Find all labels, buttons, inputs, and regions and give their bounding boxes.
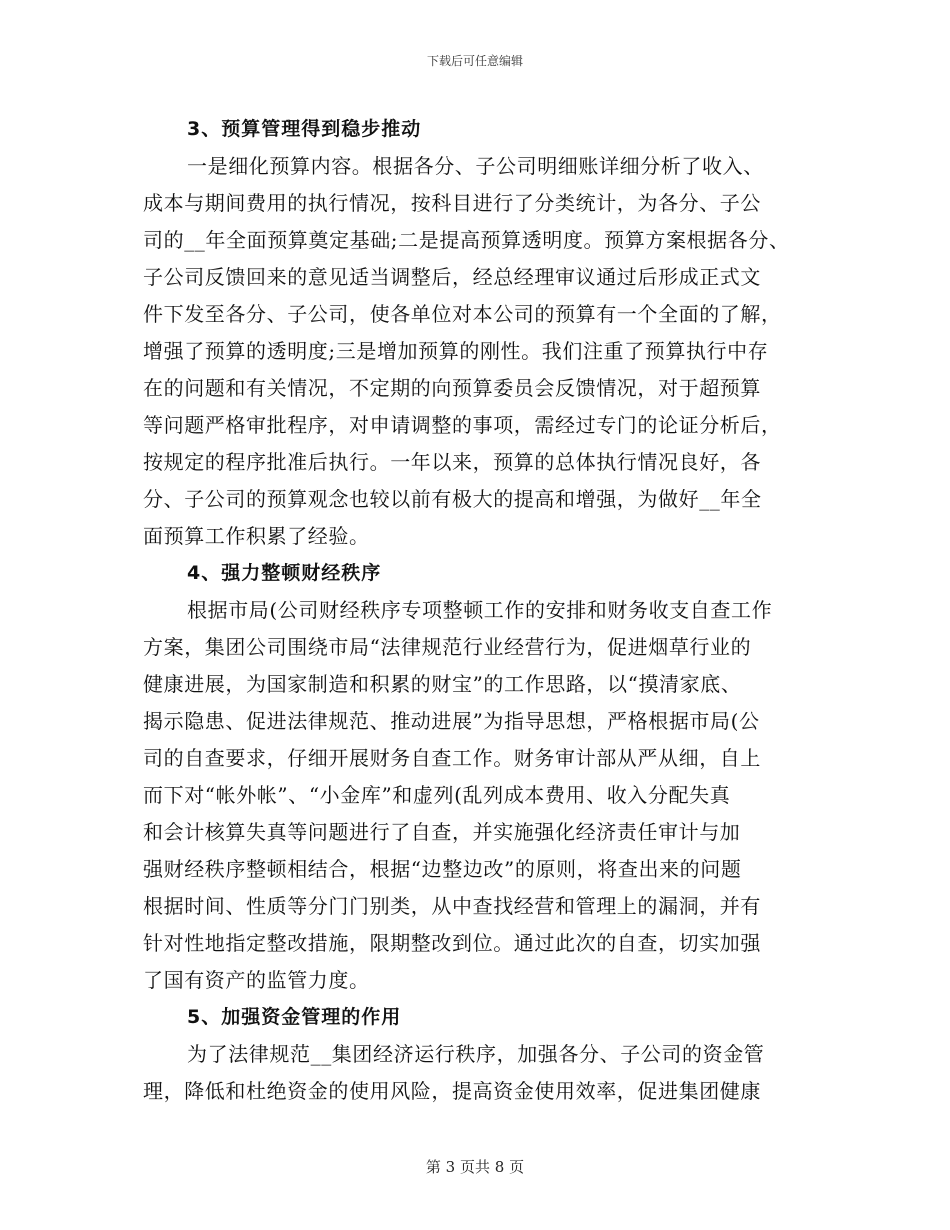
paragraph-line: 司的__年全面预算奠定基础;二是提高预算透明度。预算方案根据各分、 (143, 228, 790, 252)
paragraph-line: 根据时间、性质等分门门别类，从中查找经营和管理上的漏洞，并有 (143, 894, 761, 918)
paragraph-line: 成本与期间费用的执行情况，按科目进行了分类统计，为各分、子公 (143, 191, 761, 215)
page-header: 下载后可任意编辑 (426, 54, 523, 68)
paragraph-line: 根据市局(公司财经秩序专项整顿工作的安排和财务收支自查工作 (187, 598, 773, 622)
paragraph-line: 司的自查要求，仔细开展财务自查工作。财务审计部从严从细，自上 (143, 746, 761, 770)
paragraph-line: 一是细化预算内容。根据各分、子公司明细账详细分析了收入、 (187, 154, 764, 178)
paragraph-line: 在的问题和有关情况，不定期的向预算委员会反馈情况，对于超预算 (143, 376, 761, 400)
paragraph-line: 方案，集团公司围绕市局“法律规范行业经营行为，促进烟草行业的 (143, 635, 752, 659)
paragraph-line: 揭示隐患、促进法律规范、推动进展”为指导思想，严格根据市局(公 (143, 709, 760, 733)
paragraph-line: 子公司反馈回来的意见适当调整后，经总经理审议通过后形成正式文 (143, 265, 761, 289)
page-footer: 第 3 页共 8 页 (425, 1158, 525, 1176)
section-heading: 4、强力整顿财经秩序 (187, 562, 382, 584)
paragraph-line: 增强了预算的透明度;三是增加预算的刚性。我们注重了预算执行中存 (143, 339, 769, 363)
paragraph-line: 而下对“帐外帐”、“小金库”和虚列(乱列成本费用、收入分配失真 (143, 783, 731, 807)
paragraph-line: 为了法律规范__集团经济运行秩序，加强各分、子公司的资金管 (187, 1042, 765, 1066)
paragraph-line: 了国有资产的监管力度。 (143, 968, 370, 992)
paragraph-line: 针对性地指定整改措施，限期整改到位。通过此次的自查，切实加强 (143, 931, 761, 955)
section-heading: 5、加强资金管理的作用 (187, 1006, 402, 1028)
paragraph-line: 分、子公司的预算观念也较以前有极大的提高和增强，为做好__年全 (143, 487, 762, 511)
paragraph-line: 健康进展，为国家制造和积累的财宝”的工作思路，以“摸清家底、 (143, 672, 742, 696)
paragraph-line: 件下发至各分、子公司，使各单位对本公司的预算有一个全面的了解， (143, 302, 782, 326)
paragraph-line: 和会计核算失真等问题进行了自查，并实施强化经济责任审计与加 (143, 820, 741, 844)
paragraph-line: 面预算工作积累了经验。 (143, 524, 370, 548)
section-heading: 3、预算管理得到稳步推动 (187, 118, 422, 140)
paragraph-line: 强财经秩序整顿相结合，根据“边整边改”的原则，将查出来的问题 (143, 857, 742, 881)
paragraph-line: 等问题严格审批程序，对申请调整的事项，需经过专门的论证分析后， (143, 413, 782, 437)
paragraph-line: 按规定的程序批准后执行。一年以来，预算的总体执行情况良好，各 (143, 450, 761, 474)
paragraph-line: 理，降低和杜绝资金的使用风险，提高资金使用效率，促进集团健康 (143, 1079, 761, 1103)
